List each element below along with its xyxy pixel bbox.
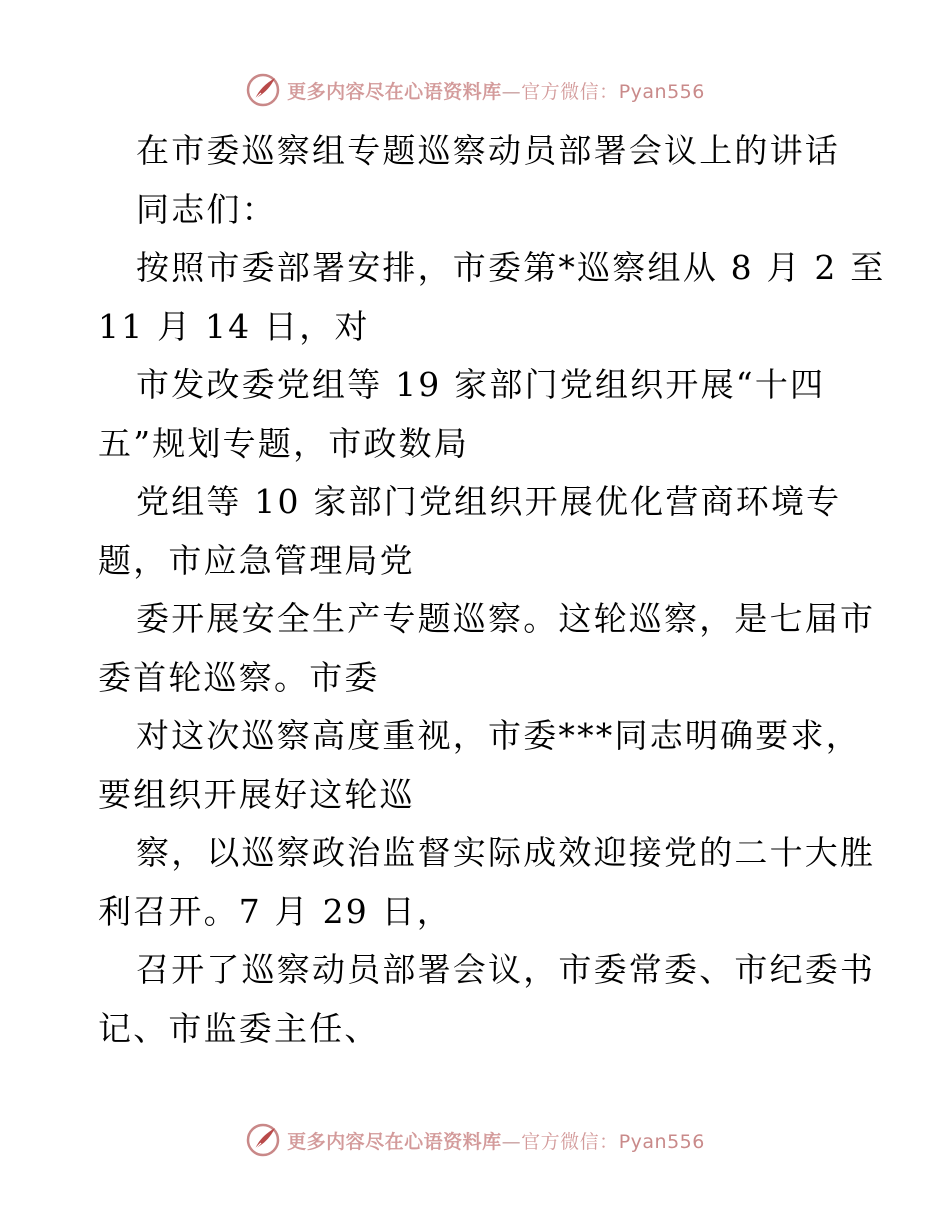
quill-logo-icon (245, 1122, 281, 1158)
banner-text (287, 1127, 705, 1154)
document-body (98, 122, 886, 1058)
banner-separator: — (501, 1130, 522, 1153)
document-line: 察，以巡察政治监督实际成效迎接党的二十大胜 (136, 833, 876, 872)
document-line: 党组等 10 家部门党组织开展优化营商环境专 (136, 482, 842, 521)
banner-wechat-id: Pyan556 (618, 80, 705, 103)
quill-logo-icon (245, 72, 281, 108)
banner-main-text: 更多内容尽在心语资料库 (287, 1130, 502, 1153)
banner-wechat-id: Pyan556 (618, 1130, 705, 1153)
banner-wechat-label: 官方微信： (521, 80, 619, 103)
document-line: 题，市应急管理局党 (98, 540, 415, 580)
banner-main-text: 更多内容尽在心语资料库 (287, 80, 502, 103)
document-line: 对这次巡察高度重视，市委***同志明确要求， (136, 716, 861, 755)
document-line: 五”规划专题，市政数局 (98, 423, 470, 463)
document-line: 按照市委部署安排，市委第*巡察组从 8 月 2 至 (136, 248, 886, 287)
document-line: 召开了巡察动员部署会议，市委常委、市纪委书 (136, 950, 876, 989)
document-line: 委首轮巡察。市委 (98, 657, 380, 697)
banner-separator: — (501, 80, 522, 103)
document-line: 在市委巡察组专题巡察动员部署会议上的讲话 (136, 131, 840, 170)
document-line: 委开展安全生产专题巡察。这轮巡察，是七届市 (136, 599, 876, 638)
document-line: 同志们： (136, 189, 277, 229)
document-line: 利召开。7 月 29 日， (98, 891, 453, 931)
banner-text (287, 77, 705, 104)
footer-banner (0, 1120, 950, 1160)
document-line: 市发改委党组等 19 家部门党组织开展“十四 (136, 365, 826, 404)
document-line: 要组织开展好这轮巡 (98, 774, 415, 814)
document-line: 记、市监委主任、 (98, 1008, 380, 1048)
document-line: 11 月 14 日，对 (98, 306, 370, 346)
banner-wechat-label: 官方微信： (521, 1130, 619, 1153)
header-banner (0, 70, 950, 110)
